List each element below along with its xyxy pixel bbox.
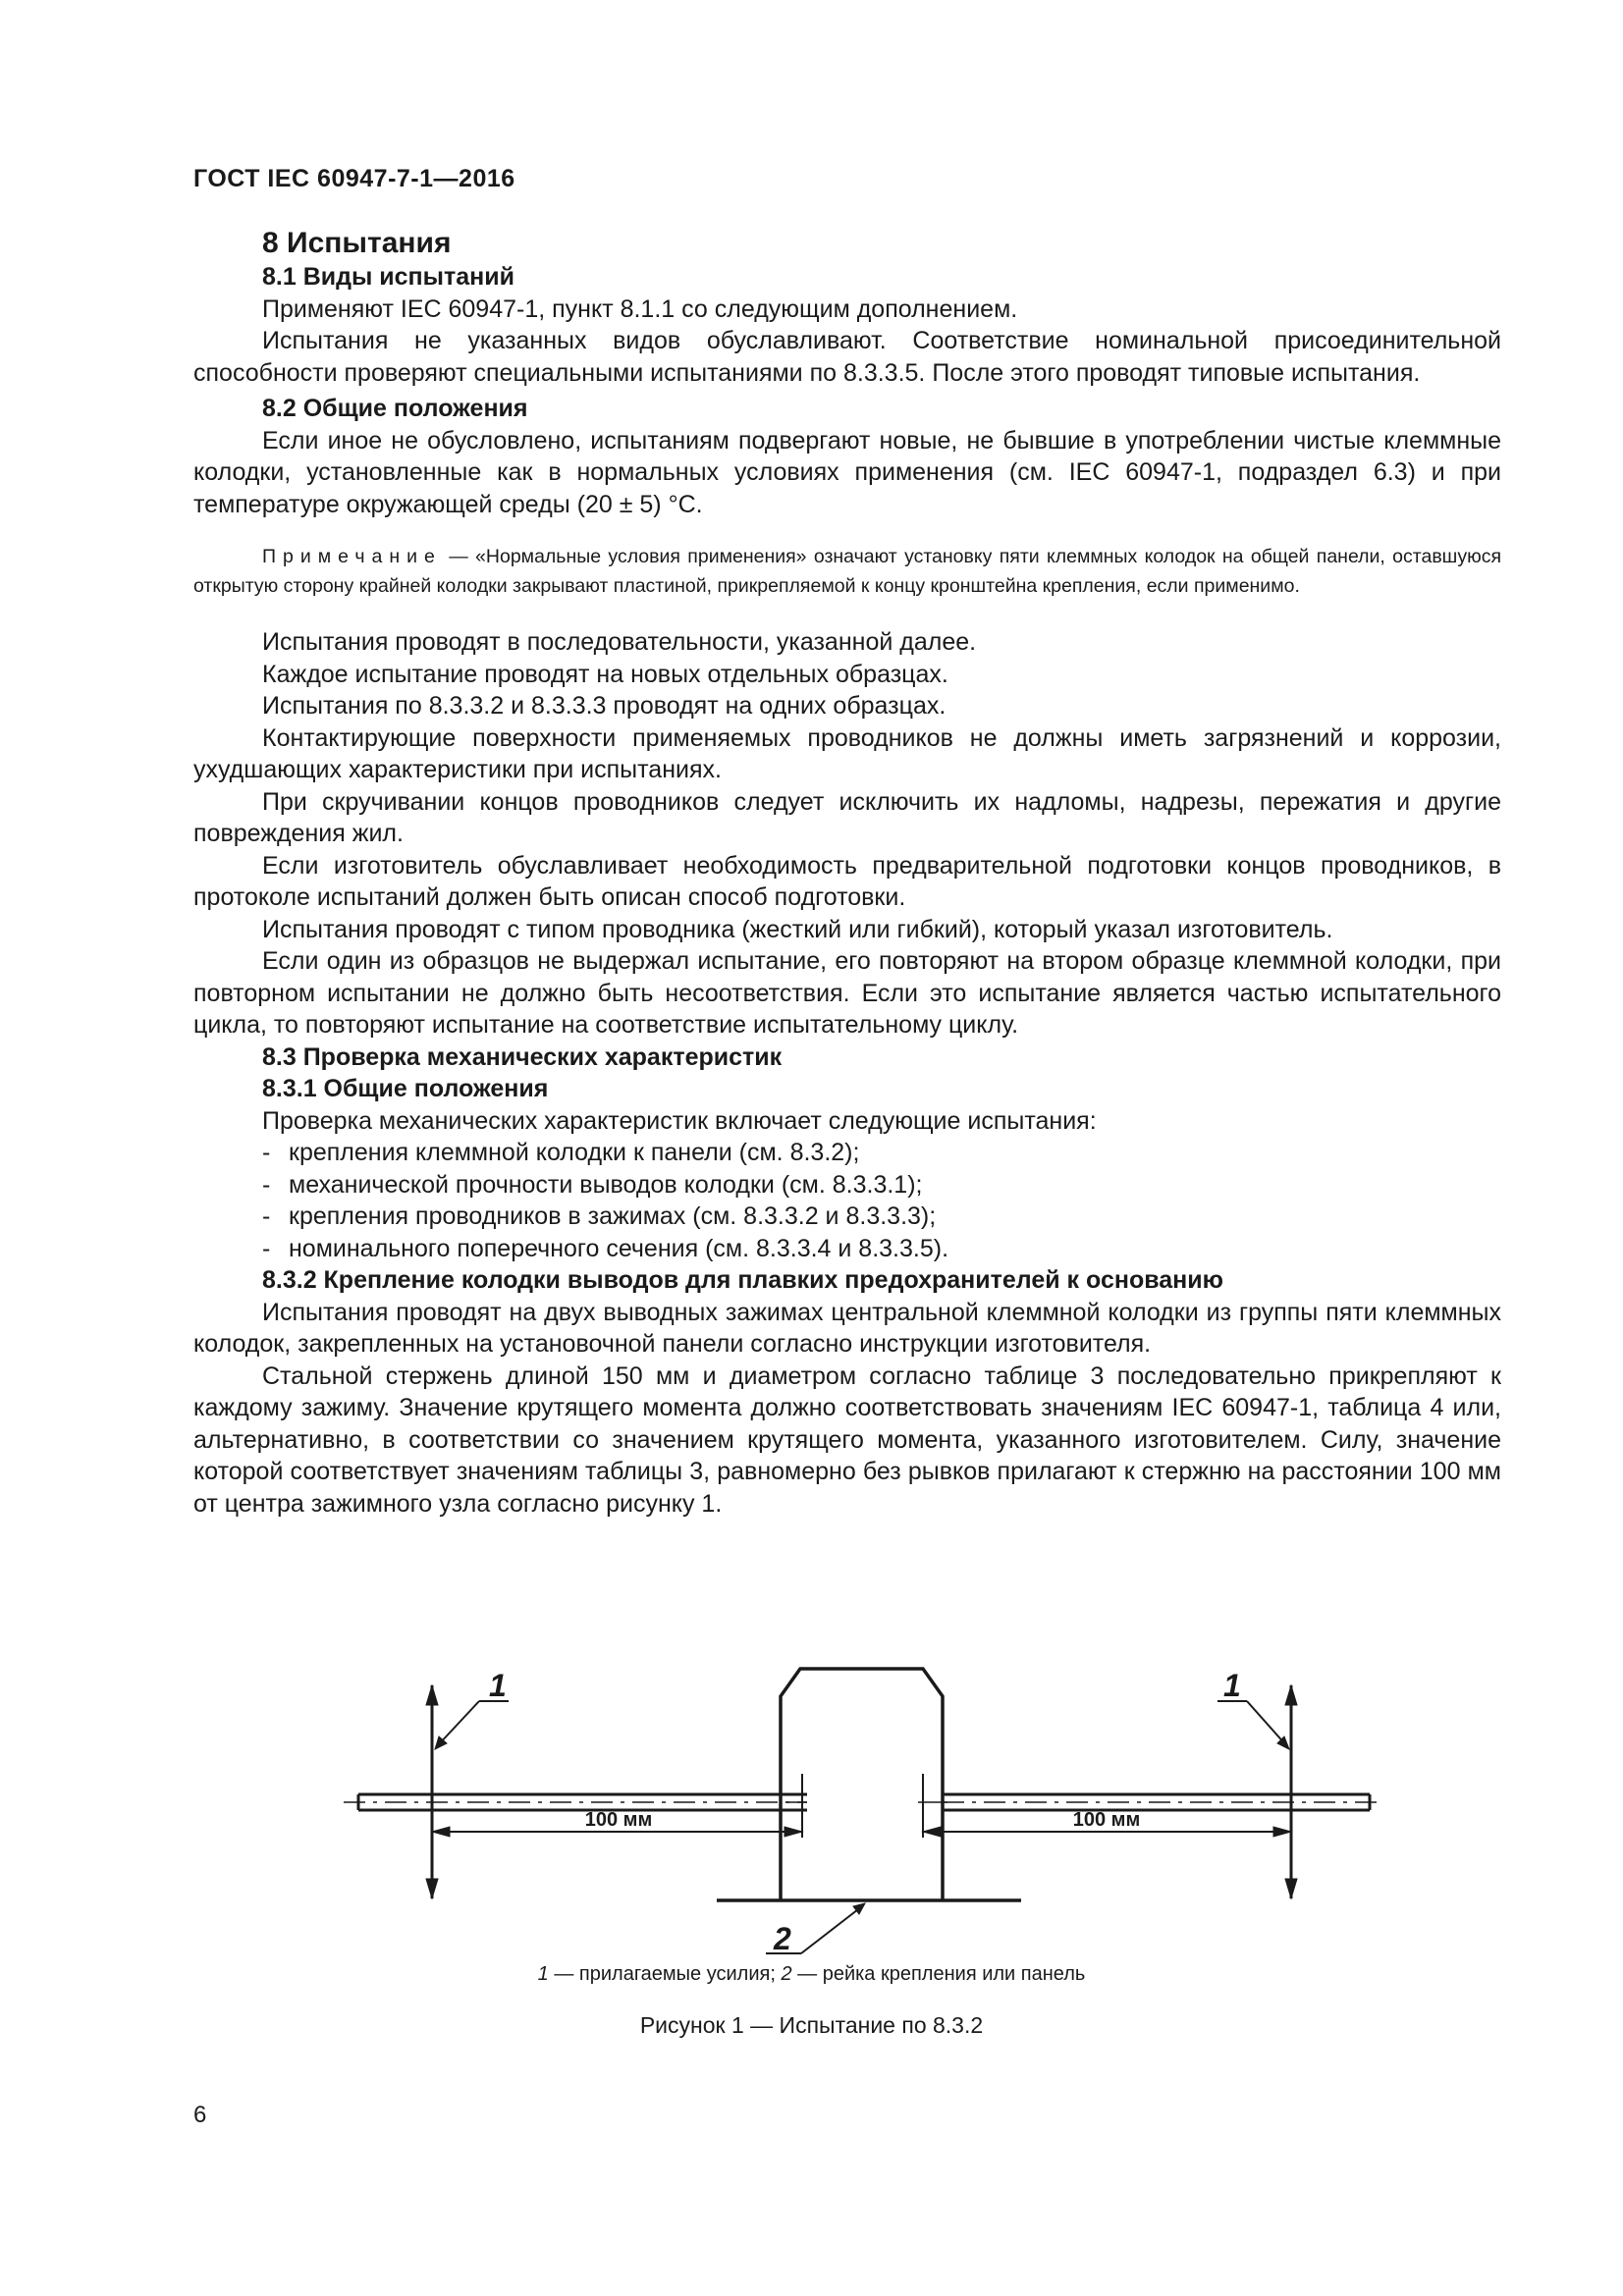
paragraph: Если иное не обусловлено, испытаниям подвергают новые, не бывшие в употреблении чистые клеммные колодки, установленные как в нормальных условиях применения (см. IEC 60947-1, подраздел 6.3) и при температуре окружающей среды (20 ± 5) °С. xyxy=(193,426,1501,518)
force-arrow-left xyxy=(426,1685,438,1898)
paragraph: Контактирующие поверхности применяемых проводников не должны иметь загрязнений и коррозии, ухудшающих характеристики при испытаниях. xyxy=(193,723,1501,783)
list-item: - механической прочности выводов колодки (см. 8.3.3.1); xyxy=(262,1170,923,1199)
list-item-text: крепления клеммной колодки к панели (см. 8.3.2); xyxy=(289,1139,860,1166)
paragraph: Каждое испытание проводят на новых отдельных образцах. xyxy=(262,660,948,688)
paragraph: Испытания по 8.3.3.2 и 8.3.3.3 проводят на одних образцах. xyxy=(262,692,947,720)
dimension-left-label: 100 мм xyxy=(584,1809,653,1831)
list-item: - номинального поперечного сечения (см. 8.3.3.4 и 8.3.3.5). xyxy=(262,1234,949,1262)
section-8-1-heading: 8.1 Виды испытаний xyxy=(262,263,514,291)
paragraph: Если один из образцов не выдержал испытание, его повторяют на втором образце клеммной колодки, при повторном испытании не должно быть несоответствия. Если это испытание является частью испытательного цикла, то повторяют испытание на соответствие испытательному циклу. xyxy=(193,947,1501,1039)
list-item-text: номинального поперечного сечения (см. 8.3.3.4 и 8.3.3.5). xyxy=(289,1234,949,1262)
paragraph: При скручивании концов проводников следует исключить их надломы, надрезы, пережатия и другие повреждения жил. xyxy=(193,787,1501,847)
figure-label-1-right: 1 xyxy=(1223,1668,1241,1703)
force-arrow-right xyxy=(1285,1685,1297,1898)
terminal-block xyxy=(781,1669,943,1900)
figure-label-1-left: 1 xyxy=(489,1668,507,1703)
legend-text: — рейка крепления или панель xyxy=(791,1963,1086,1985)
document-header: ГОСТ IEC 60947-7-1—2016 xyxy=(193,165,515,192)
note-lead: Примечание xyxy=(262,546,442,567)
paragraph: Испытания проводят с типом проводника (жесткий или гибкий), который указал изготовитель. xyxy=(262,915,1333,943)
page-number: 6 xyxy=(193,2102,207,2128)
legend-number: 2 xyxy=(781,1963,792,1985)
note-text: — «Нормальные условия применения» означают установку пяти клеммных колодок на общей панели, оставшуюся открытую сторону крайней колодки закрывают пластиной, прикрепляемой к концу кронштейна крепления, если применимо. xyxy=(193,546,1502,597)
section-8-3-1-heading: 8.3.1 Общие положения xyxy=(262,1075,549,1102)
leader-1-right xyxy=(1217,1701,1289,1749)
list-item-text: крепления проводников в зажимах (см. 8.3.3.2 и 8.3.3.3); xyxy=(289,1202,937,1230)
legend-number: 1 xyxy=(537,1963,549,1985)
paragraph: Испытания не указанных видов обуславливают. Соответствие номинальной присоединительной способности проверяют специальными испытаниями по 8.3.3.5. После этого проводят типовые испытания. xyxy=(193,327,1501,387)
left-rod xyxy=(344,1794,807,1810)
right-rod xyxy=(943,1794,1380,1810)
leader-1-left xyxy=(435,1701,509,1749)
figure-label-2: 2 xyxy=(774,1921,791,1955)
dimension-right-label: 100 мм xyxy=(1072,1809,1141,1831)
figure-legend xyxy=(0,1963,1623,1986)
paragraph: Стальной стержень длиной 150 мм и диаметром согласно таблице 3 последовательно прикрепляют к каждому зажиму. Значение крутящего момента должно соответствовать значениям IEC 60947-1, таблица 4 или, альтернативно, в соответствии со значением крутящего момента, указанного изготовителем. Силу, значение которой соответствует значениям таблицы 3, равномерно без рывков прилагают к стержню на расстоянии 100 мм от центра зажимного узла согласно рисунку 1. xyxy=(193,1362,1501,1518)
list-item: - крепления клеммной колодки к панели (см. 8.3.2); xyxy=(262,1139,860,1166)
paragraph: Если изготовитель обуславливает необходимость предварительной подготовки концов проводников, в протоколе испытаний должен быть описан способ подготовки. xyxy=(193,851,1501,911)
paragraph: Испытания проводят на двух выводных зажимах центральной клеммной колодки из группы пяти клеммных колодок, закрепленных на установочной панели согласно инструкции изготовителя. xyxy=(193,1298,1501,1358)
legend-text: — прилагаемые усилия; xyxy=(548,1963,782,1985)
section-8-3-heading: 8.3 Проверка механических характеристик xyxy=(262,1042,783,1071)
section-8-3-2-heading: 8.3.2 Крепление колодки выводов для плавких предохранителей к основанию xyxy=(262,1266,1223,1294)
paragraph: Применяют IEC 60947-1, пункт 8.1.1 со следующим дополнением. xyxy=(262,294,1018,323)
paragraph: Испытания проводят в последовательности, указанной далее. xyxy=(262,628,977,656)
paragraph: Проверка механических характеристик включает следующие испытания: xyxy=(262,1106,1097,1135)
section-8-2-heading: 8.2 Общие положения xyxy=(262,395,528,422)
figure-1-diagram xyxy=(334,1661,1384,1955)
section-8-heading: 8 Испытания xyxy=(262,227,452,259)
list-item-text: механической прочности выводов колодки (см. 8.3.3.1); xyxy=(289,1170,923,1199)
note xyxy=(193,542,1501,601)
figure-caption: Рисунок 1 — Испытание по 8.3.2 xyxy=(639,2012,984,2038)
list-item: - крепления проводников в зажимах (см. 8.3.3.2 и 8.3.3.3); xyxy=(262,1202,937,1230)
document-body xyxy=(193,226,1501,1520)
